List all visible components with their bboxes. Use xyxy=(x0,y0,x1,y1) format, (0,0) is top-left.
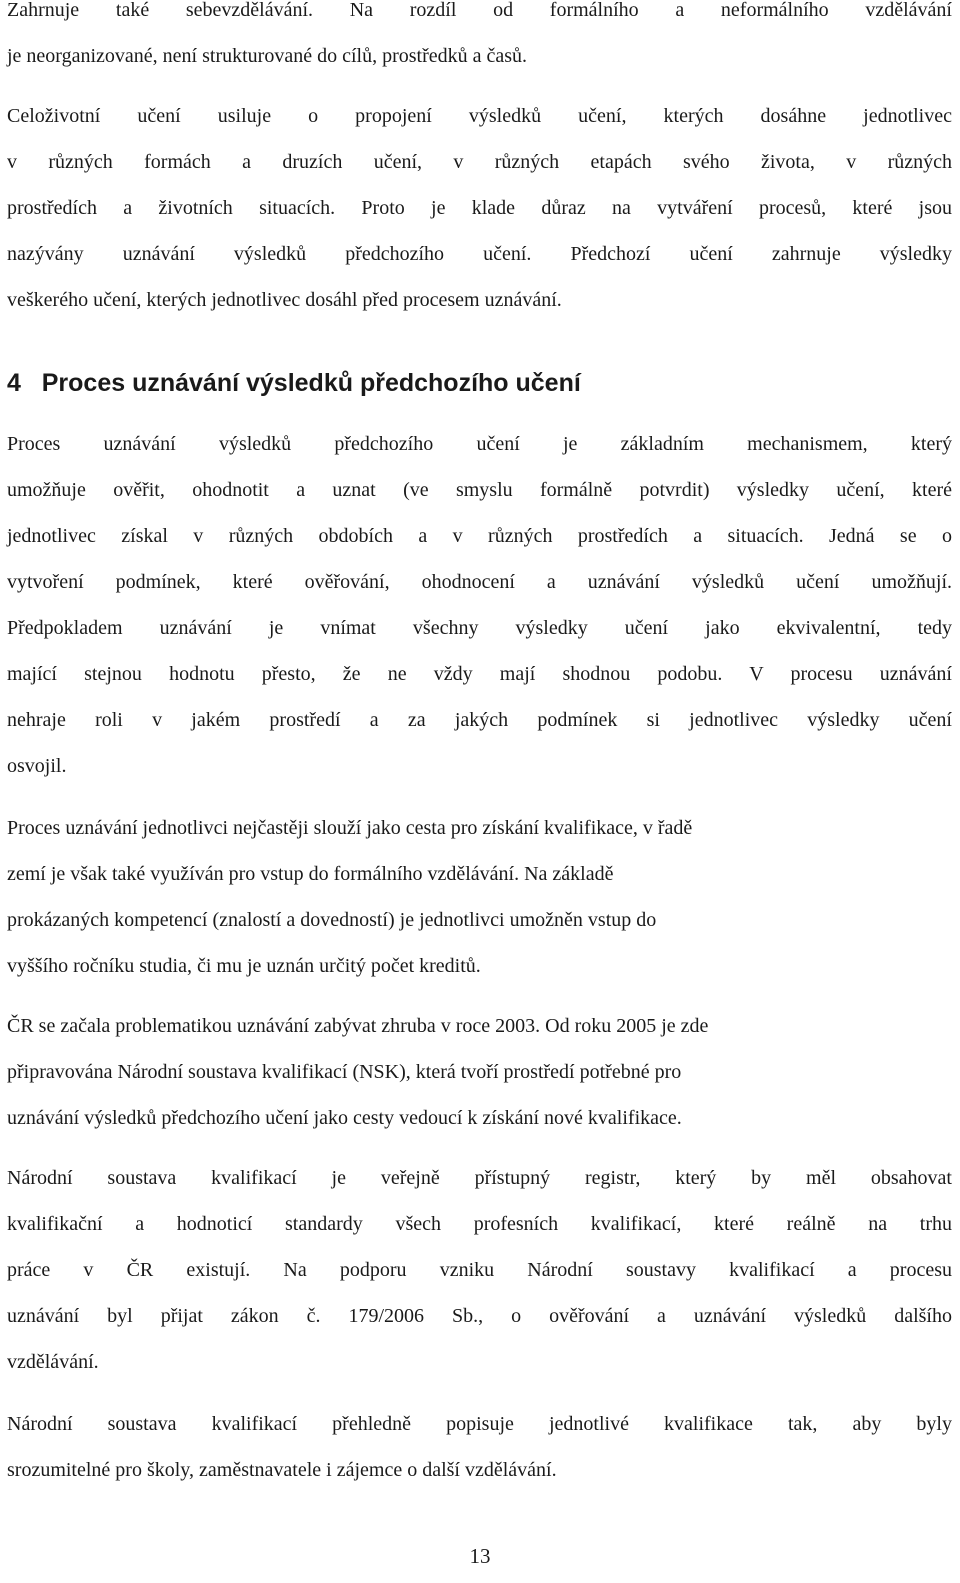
paragraph-line: nehraje roli v jakém prostředí a za jakých podmínek si jednotlivec výsledky učení xyxy=(7,709,952,731)
paragraph-line: je neorganizované, není strukturované do cílů, prostředků a časů. xyxy=(7,45,528,67)
paragraph-line: Celoživotní učení usiluje o propojení výsledků učení, kterých dosáhne jednotlivec xyxy=(7,105,952,127)
paragraph-recognition-process xyxy=(7,421,952,789)
paragraph-line: připravována Národní soustava kvalifikací (NSK), která tvoří prostředí potřebné pro xyxy=(7,1061,682,1083)
paragraph-line: osvojil. xyxy=(7,755,67,777)
paragraph-line: nazývány uznávání výsledků předchozího učení. Předchozí učení zahrnuje výsledky xyxy=(7,243,952,265)
paragraph-line: umožňuje ověřit, ohodnotit a uznat (ve smyslu formálně potvrdit) výsledky učení, které xyxy=(7,479,952,501)
paragraph-informal-learning xyxy=(7,0,952,79)
paragraph-nsk-registry xyxy=(7,1155,952,1385)
paragraph-line: Proces uznávání jednotlivci nejčastěji slouží jako cesta pro získání kvalifikace, v řadě xyxy=(7,817,693,839)
paragraph-line: zemí je však také využíván pro vstup do formálního vzdělávání. Na základě xyxy=(7,863,614,885)
paragraph-line: Národní soustava kvalifikací je veřejně přístupný registr, který by měl obsahovat xyxy=(7,1167,952,1189)
paragraph-line: vytvoření podmínek, které ověřování, ohodnocení a uznávání výsledků učení umožňují. xyxy=(7,571,952,593)
section-heading xyxy=(7,360,581,406)
paragraph-line: uznávání byl přijat zákon č. 179/2006 Sb., o ověřování a uznávání výsledků dalšího xyxy=(7,1305,952,1327)
section-title: Proces uznávání výsledků předchozího učení xyxy=(41,369,581,397)
paragraph-line: práce v ČR existují. Na podporu vzniku Národní soustavy kvalifikací a procesu xyxy=(7,1259,952,1281)
paragraph-line: kvalifikační a hodnoticí standardy všech profesních kvalifikací, které reálně na trhu xyxy=(7,1213,952,1235)
page-number: 13 xyxy=(469,1544,491,1568)
paragraph-lifelong-learning xyxy=(7,93,952,323)
paragraph-line: prokázaných kompetencí (znalostí a dovedností) je jednotlivci umožněn vstup do xyxy=(7,909,657,931)
paragraph-line: Předpokladem uznávání je vnímat všechny výsledky učení jako ekvivalentní, tedy xyxy=(7,617,952,639)
paragraph-line: Zahrnuje také sebevzdělávání. Na rozdíl od formálního a neformálního vzdělávání xyxy=(7,0,952,21)
paragraph-line: Proces uznávání výsledků předchozího učení je základním mechanismem, který xyxy=(7,433,952,455)
paragraph-line: mající stejnou hodnotu přesto, že ne vždy mají shodnou podobu. V procesu uznávání xyxy=(7,663,952,685)
paragraph-qualification-path xyxy=(7,805,952,989)
paragraph-line: jednotlivec získal v různých obdobích a v různých prostředích a situacích. Jedná se o xyxy=(7,525,952,547)
paragraph-czech-republic xyxy=(7,1003,952,1141)
paragraph-line: ČR se začala problematikou uznávání zabývat zhruba v roce 2003. Od roku 2005 je zde xyxy=(7,1015,709,1037)
paragraph-line: prostředích a životních situacích. Proto je klade důraz na vytváření procesů, které jsou xyxy=(7,197,952,219)
paragraph-line: srozumitelné pro školy, zaměstnavatele i zájemce o další vzdělávání. xyxy=(7,1459,557,1481)
paragraph-line: uznávání výsledků předchozího učení jako cesty vedoucí k získání nové kvalifikace. xyxy=(7,1107,682,1129)
paragraph-line: veškerého učení, kterých jednotlivec dosáhl před procesem uznávání. xyxy=(7,289,562,311)
paragraph-line: v různých formách a druzích učení, v různých etapách svého života, v různých xyxy=(7,151,952,173)
section-number: 4 xyxy=(7,369,21,397)
paragraph-nsk-description xyxy=(7,1401,952,1493)
paragraph-line: Národní soustava kvalifikací přehledně popisuje jednotlivé kvalifikace tak, aby byly xyxy=(7,1413,952,1435)
paragraph-line: vzdělávání. xyxy=(7,1351,99,1373)
paragraph-line: vyššího ročníku studia, či mu je uznán určitý počet kreditů. xyxy=(7,955,481,977)
